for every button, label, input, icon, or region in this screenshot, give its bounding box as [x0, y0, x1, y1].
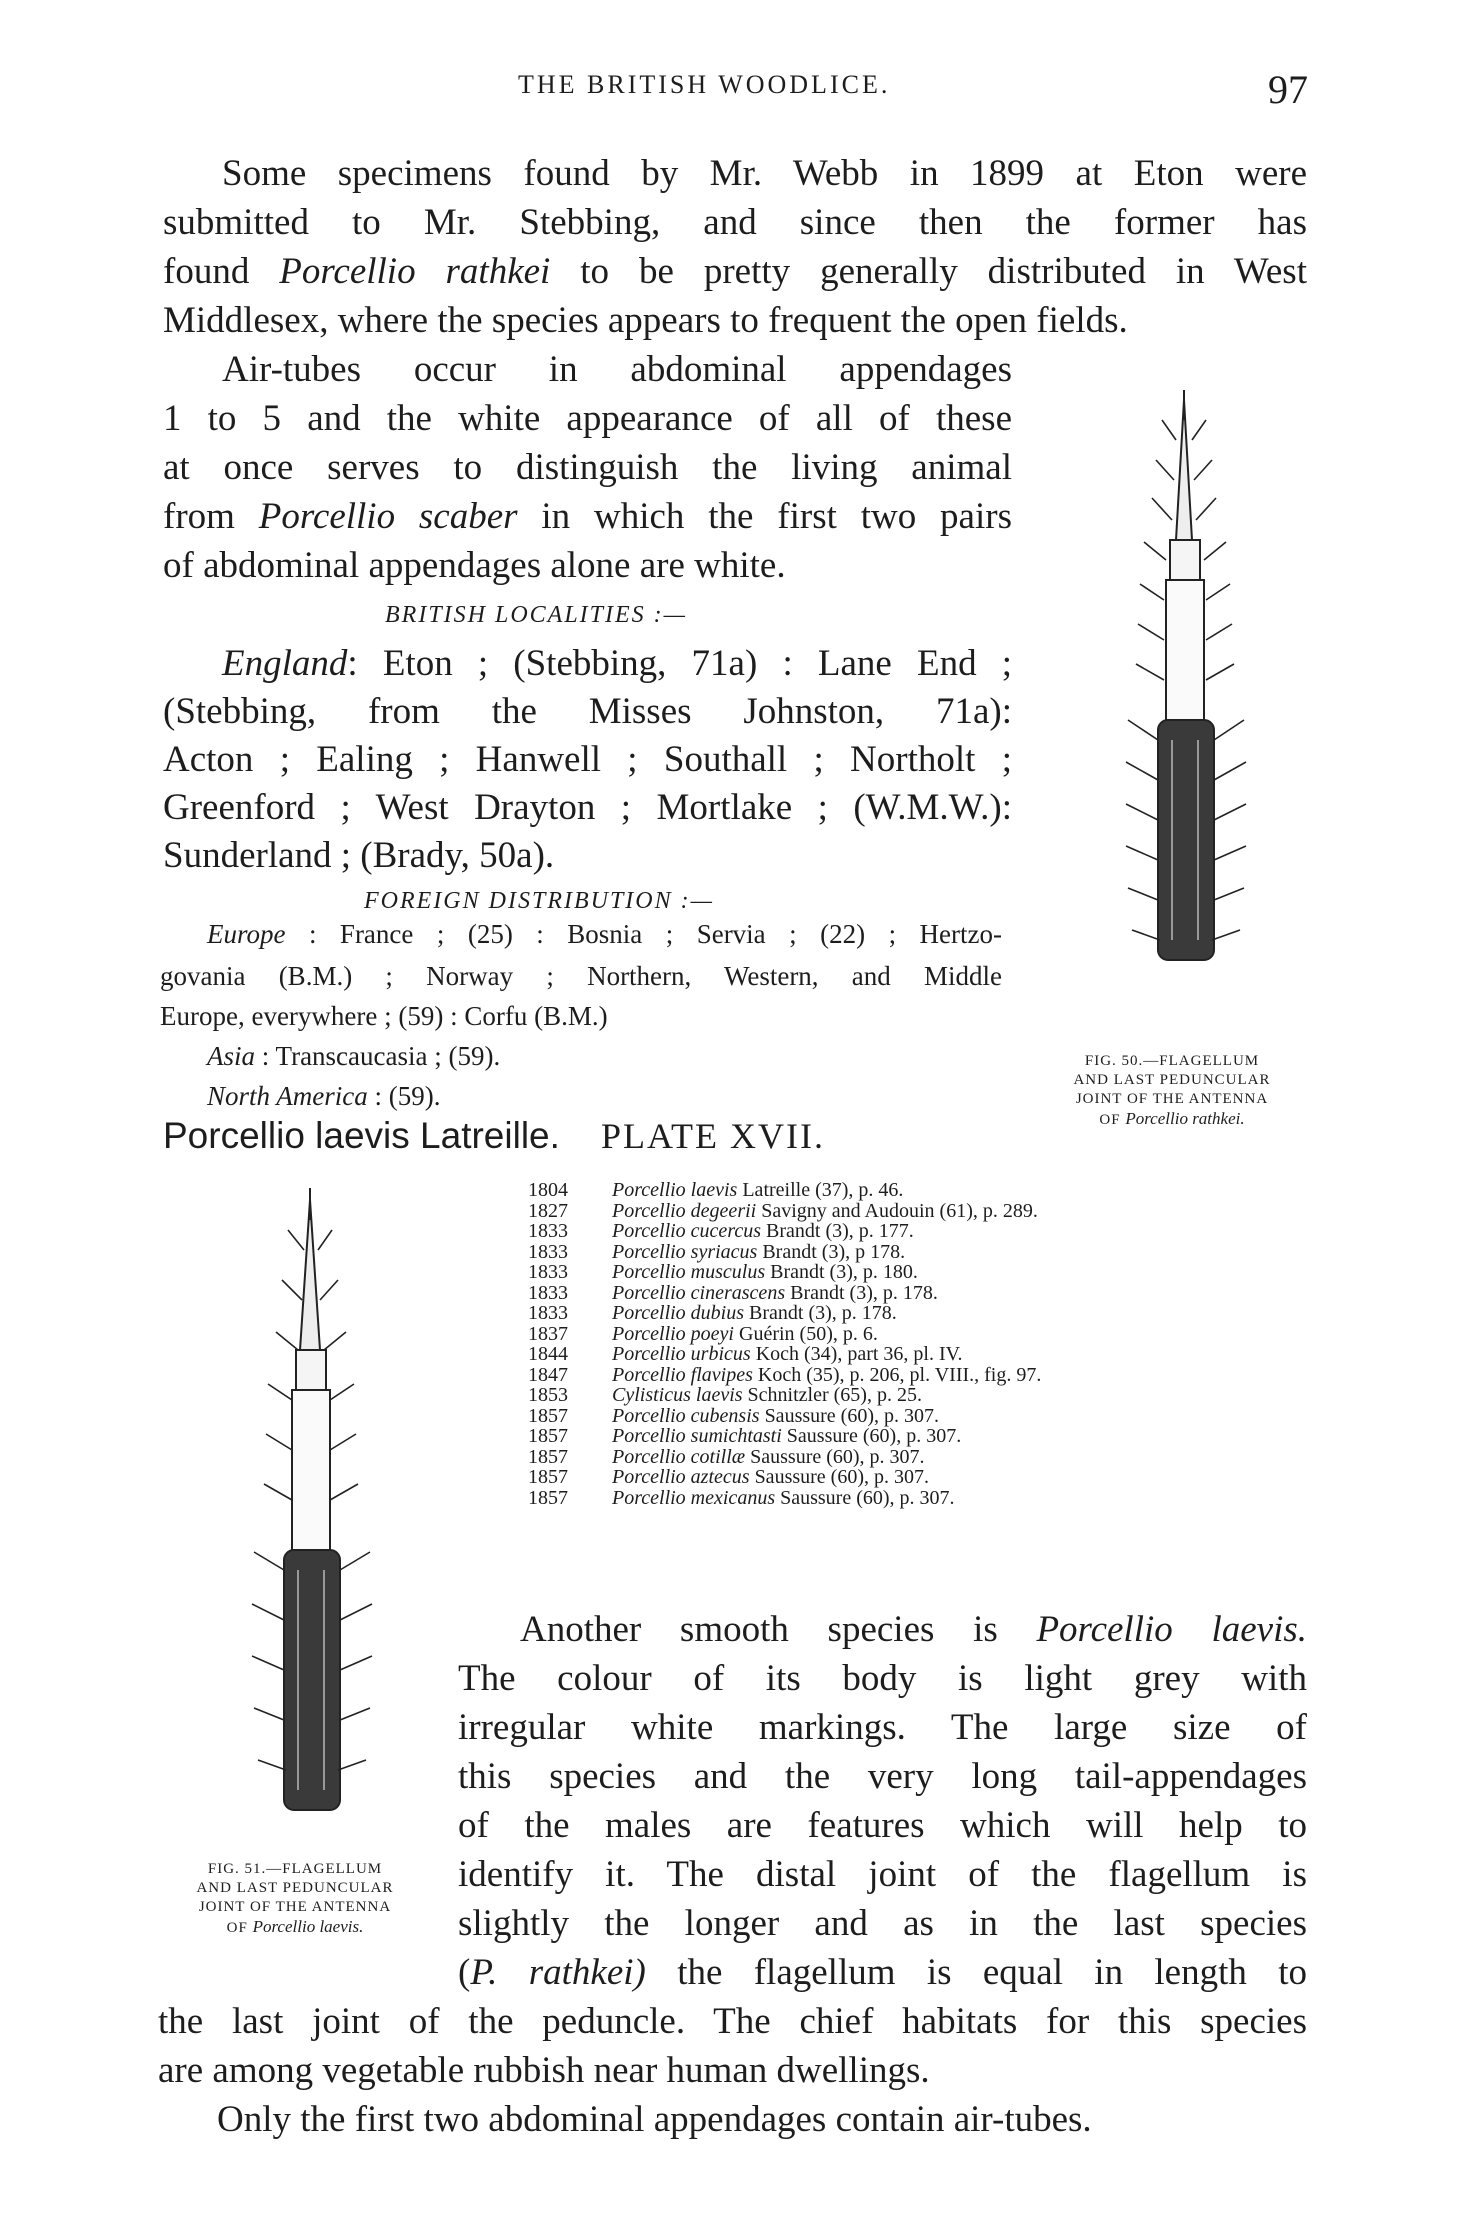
- laevis-line-4: this species and the very long tail-appendages: [458, 1756, 1307, 1797]
- synonymy-name: Porcellio cubensis: [612, 1404, 760, 1427]
- laevis-line-11: Only the first two abdominal appendages contain air-tubes.: [217, 2099, 1092, 2140]
- synonymy-list: [528, 1180, 1041, 1508]
- airtubes-line-2: 1 to 5 and the white appearance of all of these: [163, 398, 1012, 439]
- synonymy-name: Porcellio cinerascens: [612, 1281, 786, 1304]
- synonymy-reference: Saussure (60), p. 307.: [781, 1425, 962, 1447]
- british-line-1: England: Eton ; (Stebbing, 71a) : Lane End ;: [222, 643, 1012, 684]
- synonymy-entry: [528, 1385, 1041, 1406]
- page-number: 97: [1268, 67, 1308, 112]
- synonymy-entry: [528, 1406, 1041, 1427]
- synonymy-reference: Brandt (3), p. 178.: [744, 1302, 897, 1324]
- synonymy-year: 1833: [528, 1261, 568, 1283]
- airtubes-line-5: of abdominal appendages alone are white.: [163, 545, 786, 586]
- synonymy-year: 1847: [528, 1363, 568, 1386]
- synonymy-reference: Brandt (3), p. 178.: [785, 1281, 938, 1304]
- laevis-line-10: are among vegetable rubbish near human dwellings.: [158, 2050, 930, 2091]
- synonymy-name: Porcellio aztecus: [612, 1466, 750, 1488]
- intro-line-3: found Porcellio rathkei to be pretty generally distributed in West: [163, 251, 1307, 292]
- synonymy-entry: [528, 1201, 1041, 1222]
- synonymy-name: Cylisticus laevis: [612, 1384, 743, 1406]
- synonymy-year: 1833: [528, 1240, 568, 1263]
- british-line-3: Acton ; Ealing ; Hanwell ; Southall ; Northolt ;: [163, 739, 1012, 780]
- intro-line-1: Some specimens found by Mr. Webb in 1899 at Eton were: [222, 153, 1307, 194]
- synonymy-reference: Brandt (3), p 178.: [757, 1240, 906, 1263]
- intro-line-4: Middlesex, where the species appears to frequent the open fields.: [163, 300, 1128, 341]
- synonymy-year: 1833: [528, 1302, 568, 1324]
- laevis-line-3: irregular white markings. The large size of: [458, 1707, 1307, 1748]
- intro-line-2: submitted to Mr. Stebbing, and since then the former has: [163, 202, 1307, 243]
- british-line-5: Sunderland ; (Brady, 50a).: [163, 835, 555, 876]
- synonymy-year: 1833: [528, 1220, 568, 1242]
- synonymy-entry: [528, 1283, 1041, 1304]
- synonymy-name: Porcellio urbicus: [612, 1343, 751, 1365]
- fig50-antenna-illustration: [1100, 380, 1280, 1010]
- synonymy-entry: [528, 1447, 1041, 1468]
- synonymy-name: Porcellio laevis: [612, 1179, 738, 1201]
- fig51-antenna-illustration: [228, 1180, 408, 1840]
- synonymy-year: 1837: [528, 1322, 568, 1345]
- foreign-line-5: North America : (59).: [207, 1081, 441, 1111]
- laevis-line-2: The colour of its body is light grey with: [458, 1658, 1307, 1699]
- synonymy-year: 1857: [528, 1486, 568, 1509]
- synonymy-reference: Saussure (60), p. 307.: [749, 1466, 929, 1488]
- synonymy-name: Porcellio dubius: [612, 1302, 745, 1324]
- foreign-line-1: Europe : France ; (25) : Bosnia ; Servia ; (22) ; Hertzo-: [207, 919, 1002, 949]
- synonymy-name: Porcellio musculus: [612, 1261, 766, 1283]
- synonymy-entry: [528, 1344, 1041, 1365]
- fig50-caption: FIG. 50.—FLAGELLUM AND LAST PEDUNCULAR JOINT OF THE ANTENNA OF Porcellio rathkei.: [1073, 1053, 1271, 1128]
- synonymy-entry: [528, 1262, 1041, 1283]
- synonymy-name: Porcellio cucercus: [612, 1220, 762, 1242]
- synonymy-reference: Saussure (60), p. 307.: [775, 1486, 955, 1509]
- synonymy-reference: Schnitzler (65), p. 25.: [742, 1384, 922, 1406]
- synonymy-reference: Saussure (60), p. 307.: [759, 1404, 939, 1427]
- synonymy-year: 1857: [528, 1466, 568, 1488]
- synonymy-name: Porcellio flavipes: [612, 1363, 753, 1386]
- foreign-line-2: govania (B.M.) ; Norway ; Northern, Western, and Middle: [160, 961, 1002, 991]
- synonymy-year: 1844: [528, 1343, 568, 1365]
- synonymy-entry: [528, 1426, 1041, 1447]
- synonymy-entry: [528, 1467, 1041, 1488]
- synonymy-entry: [528, 1488, 1041, 1509]
- synonymy-entry: [528, 1180, 1041, 1201]
- synonymy-reference: Brandt (3), p. 177.: [761, 1220, 914, 1242]
- fig51-caption: FIG. 51.—FLAGELLUM AND LAST PEDUNCULAR JOINT OF THE ANTENNA OF Porcellio laevis.: [196, 1861, 394, 1936]
- species-heading: Porcellio laevis Latreille. PLATE XVII.: [163, 1115, 826, 1156]
- laevis-line-7: slightly the longer and as in the last species: [458, 1903, 1307, 1944]
- synonymy-entry: [528, 1242, 1041, 1263]
- synonymy-name: Porcellio mexicanus: [612, 1486, 776, 1509]
- synonymy-entry: [528, 1303, 1041, 1324]
- laevis-line-5: of the males are features which will help to: [458, 1805, 1307, 1846]
- synonymy-entry: [528, 1221, 1041, 1242]
- synonymy-year: 1857: [528, 1404, 568, 1427]
- synonymy-name: Porcellio degeerii: [612, 1199, 757, 1222]
- airtubes-line-3: at once serves to distinguish the living animal: [163, 447, 1012, 488]
- airtubes-line-4: from Porcellio scaber in which the first two pairs: [163, 496, 1012, 537]
- synonymy-reference: Brandt (3), p. 180.: [765, 1261, 918, 1283]
- laevis-line-6: identify it. The distal joint of the flagellum is: [458, 1854, 1307, 1895]
- synonymy-reference: Savigny and Audouin (61), p. 289.: [756, 1199, 1038, 1222]
- synonymy-name: Porcellio poeyi: [612, 1322, 734, 1345]
- synonymy-year: 1827: [528, 1199, 568, 1222]
- synonymy-reference: Koch (34), part 36, pl. IV.: [750, 1343, 963, 1365]
- synonymy-entry: [528, 1365, 1041, 1386]
- synonymy-name: Porcellio cotillæ: [612, 1445, 746, 1468]
- foreign-distribution-heading: FOREIGN DISTRIBUTION :—: [364, 888, 714, 914]
- laevis-line-9: the last joint of the peduncle. The chief habitats for this species: [158, 2001, 1307, 2042]
- synonymy-reference: Koch (35), p. 206, pl. VIII., fig. 97.: [752, 1363, 1042, 1386]
- british-localities-heading: BRITISH LOCALITIES :—: [385, 602, 688, 628]
- synonymy-name: Porcellio sumichtasti: [612, 1425, 782, 1447]
- synonymy-reference: Latreille (37), p. 46.: [737, 1179, 904, 1201]
- synonymy-year: 1857: [528, 1425, 568, 1447]
- synonymy-year: 1833: [528, 1281, 568, 1304]
- synonymy-year: 1804: [528, 1179, 568, 1201]
- synonymy-year: 1853: [528, 1384, 568, 1406]
- synonymy-reference: Saussure (60), p. 307.: [745, 1445, 925, 1468]
- synonymy-year: 1857: [528, 1445, 568, 1468]
- british-line-2: (Stebbing, from the Misses Johnston, 71a):: [163, 691, 1012, 732]
- synonymy-entry: [528, 1324, 1041, 1345]
- synonymy-name: Porcellio syriacus: [612, 1240, 758, 1263]
- laevis-line-1: Another smooth species is Porcellio laevis.: [520, 1609, 1307, 1650]
- foreign-line-4: Asia : Transcaucasia ; (59).: [207, 1041, 501, 1071]
- running-title: THE BRITISH WOODLICE.: [518, 70, 891, 99]
- laevis-line-8: (P. rathkei) the flagellum is equal in length to: [458, 1952, 1307, 1993]
- foreign-line-3: Europe, everywhere ; (59) : Corfu (B.M.): [160, 1001, 608, 1031]
- synonymy-reference: Guérin (50), p. 6.: [734, 1322, 878, 1345]
- british-line-4: Greenford ; West Drayton ; Mortlake ; (W.M.W.):: [163, 787, 1012, 828]
- airtubes-line-1: Air-tubes occur in abdominal appendages: [222, 349, 1012, 390]
